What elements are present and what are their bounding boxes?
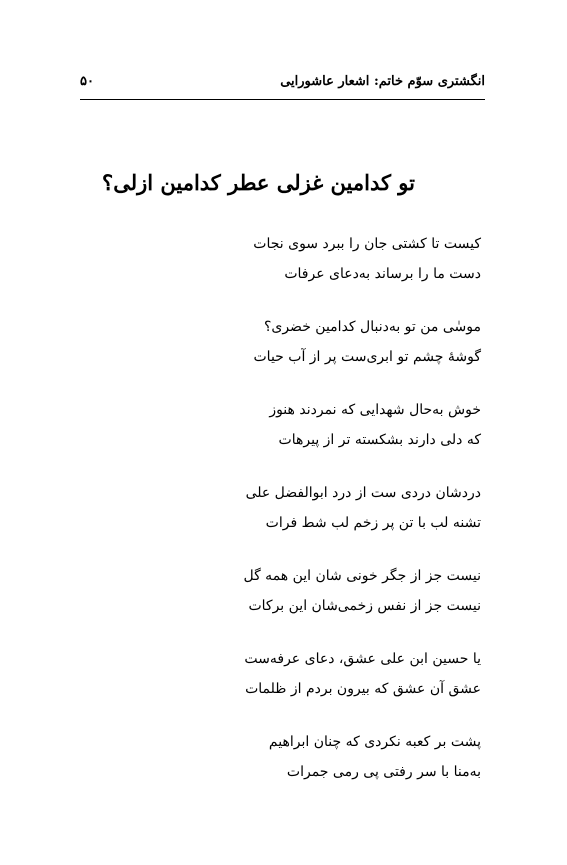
stanza xyxy=(181,395,481,478)
stanza xyxy=(181,727,481,810)
stanza xyxy=(181,229,481,312)
stanza xyxy=(181,312,481,395)
header-divider xyxy=(80,99,485,100)
verse-line: کیست تا کشتی جان را ببرد سوی نجات xyxy=(253,236,481,252)
verse-line: نیست جز از جگر خونی شان این همه گل xyxy=(243,568,481,584)
page-number: ۵۰ xyxy=(80,74,94,89)
verse-line: دست ما را برساند به‌دعای عرفات xyxy=(284,266,481,282)
stanza xyxy=(181,561,481,644)
verse-line: پشت بر کعبه نکردی که چنان ابراهیم xyxy=(268,734,481,750)
stanza xyxy=(181,478,481,561)
verse-line: گوشهٔ چشم تو ابری‌ست پر از آب حیات xyxy=(253,349,481,365)
verse-line: که دلی دارند بشکسته تر از پیرهات xyxy=(278,432,481,448)
verse-line: خوش به‌حال شهدایی که نمردند هنوز xyxy=(269,402,481,418)
running-header xyxy=(80,74,485,96)
verse-line: عشق آن عشق که بیرون بردم از ظلمات xyxy=(245,681,481,697)
verse-line: یا حسین ابن علی عشق، دعای عرفه‌ست xyxy=(244,651,481,667)
verse-line: تشنه لب با تن پر زخم لب شط فرات xyxy=(265,515,481,531)
verse-line: به‌منا با سر رفتی پی رمی جمرات xyxy=(286,764,481,780)
verse-line: نیست جز از نفس زخمی‌شان این برکات xyxy=(248,598,481,614)
running-header-title: انگشتری سوّم خاتم: اشعار عاشورایی xyxy=(280,74,485,89)
verse-line: موسٰی من تو به‌دنبال کدامین خضری؟ xyxy=(263,319,481,335)
poem-title: تو کدامین غزلی عطر کدامین ازلی؟ xyxy=(102,170,415,195)
stanza xyxy=(181,644,481,727)
poem-body xyxy=(181,229,481,810)
verse-line: دردشان دردی ست از درد ابوالفضل علی xyxy=(245,485,481,501)
